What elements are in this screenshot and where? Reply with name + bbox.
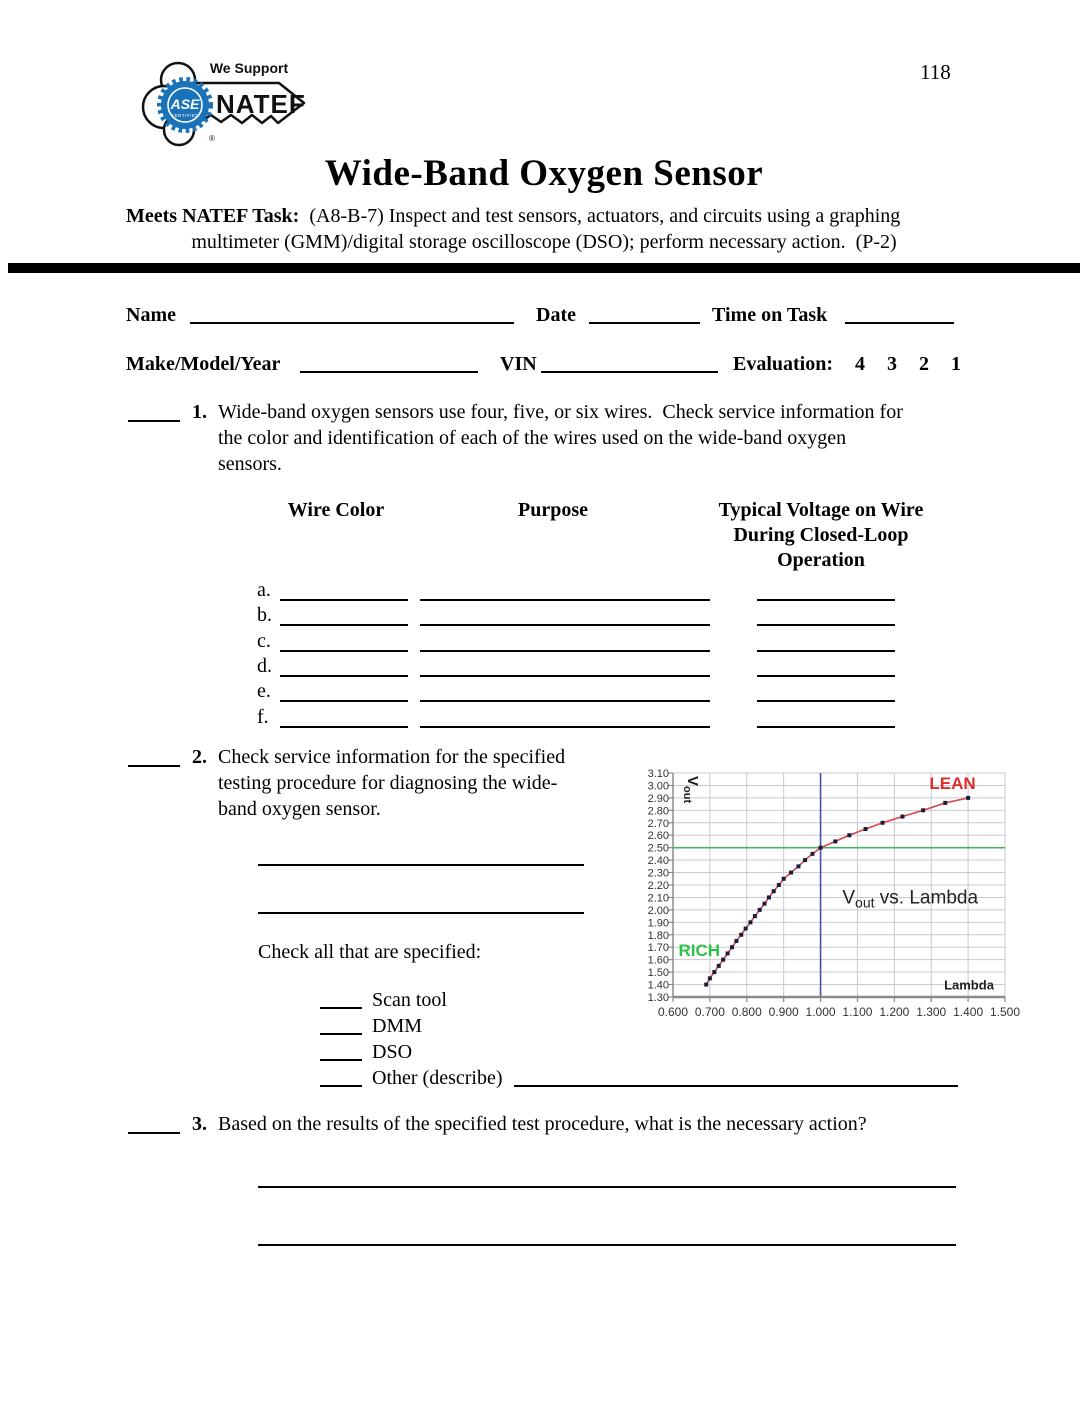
svg-text:2.10: 2.10 xyxy=(647,892,669,905)
wire-color-header: Wire Color xyxy=(287,499,385,521)
table-row-c xyxy=(0,629,1088,655)
evaluation-value-3: 3 xyxy=(887,353,897,375)
check-option-other xyxy=(0,1066,1088,1092)
q2-status-blank[interactable] xyxy=(128,765,180,767)
wire-color-blank[interactable] xyxy=(280,726,408,728)
natef-task-text: (A8-B-7) Inspect and test sensors, actuators, and circuits using a graphing xyxy=(299,205,901,227)
q2-text-line2: testing procedure for diagnosing the wide- xyxy=(218,772,558,794)
check-option-dso xyxy=(0,1040,1088,1066)
date-label: Date xyxy=(536,304,576,326)
svg-text:2.30: 2.30 xyxy=(647,867,669,880)
make-model-year-label: Make/Model/Year xyxy=(126,353,281,375)
svg-text:3.10: 3.10 xyxy=(647,768,669,780)
time-on-task-blank[interactable] xyxy=(845,322,954,324)
q2-number: 2. xyxy=(192,746,207,768)
checkbox-label: DSO xyxy=(372,1041,413,1063)
purpose-blank[interactable] xyxy=(420,726,710,728)
date-blank[interactable] xyxy=(589,322,700,324)
purpose-blank[interactable] xyxy=(420,675,710,677)
svg-text:1.70: 1.70 xyxy=(647,942,669,955)
svg-text:2.50: 2.50 xyxy=(647,842,669,855)
row-letter: c. xyxy=(257,630,271,652)
checkbox-blank[interactable] xyxy=(320,1007,362,1009)
svg-text:ASE: ASE xyxy=(170,96,200,112)
time-on-task-label: Time on Task xyxy=(712,304,828,326)
voltage-blank[interactable] xyxy=(757,700,895,702)
q1-status-blank[interactable] xyxy=(128,420,180,422)
q2-answer-line-2[interactable] xyxy=(258,912,584,914)
wire-color-blank[interactable] xyxy=(280,650,408,652)
check-prompt: Check all that are specified: xyxy=(258,941,482,963)
purpose-blank[interactable] xyxy=(420,650,710,652)
q1-text-line1: Wide-band oxygen sensors use four, five, or six wires. Check service information for xyxy=(218,401,903,423)
q1-number: 1. xyxy=(192,401,207,423)
table-row-e xyxy=(0,679,1088,705)
svg-text:0.700: 0.700 xyxy=(694,1005,725,1019)
q3-status-blank[interactable] xyxy=(128,1132,180,1134)
wire-color-blank[interactable] xyxy=(280,624,408,626)
row-letter: b. xyxy=(257,604,272,626)
we-support-text: We Support xyxy=(209,60,289,76)
svg-text:1.80: 1.80 xyxy=(647,929,669,942)
svg-text:®: ® xyxy=(209,134,215,143)
q3-text: Based on the results of the specified test procedure, what is the necessary action? xyxy=(218,1113,867,1135)
name-label: Name xyxy=(126,304,176,326)
wire-color-blank[interactable] xyxy=(280,675,408,677)
svg-text:1.300: 1.300 xyxy=(916,1005,947,1019)
voltage-blank[interactable] xyxy=(757,650,895,652)
svg-text:Lambda: Lambda xyxy=(944,977,994,993)
svg-text:Vout vs. Lambda: $V_{out}$ vs. Lambda xyxy=(842,887,979,911)
svg-text:CERTIFIED: CERTIFIED xyxy=(170,113,200,118)
other-describe-blank[interactable] xyxy=(514,1085,958,1087)
svg-text:2.80: 2.80 xyxy=(647,805,669,818)
divider-bar xyxy=(8,263,1080,273)
vin-blank[interactable] xyxy=(541,371,718,373)
evaluation-value-2: 2 xyxy=(919,353,929,375)
purpose-header: Purpose xyxy=(518,499,588,521)
evaluation-label: Evaluation: xyxy=(733,353,834,375)
worksheet-title: Wide-Band Oxygen Sensor xyxy=(324,153,764,194)
checkbox-label: DMM xyxy=(372,1015,423,1037)
vout-lambda-chart xyxy=(640,762,1040,1034)
svg-text:1.60: 1.60 xyxy=(647,954,669,967)
svg-text:1.200: 1.200 xyxy=(879,1005,910,1019)
vout-vs-lambda-plot xyxy=(640,762,1040,1034)
natef-text: NATEF xyxy=(216,89,306,119)
natef-key-icon xyxy=(133,55,309,149)
voltage-blank[interactable] xyxy=(757,726,895,728)
evaluation-value-4: 4 xyxy=(855,353,865,375)
checkbox-label: Other (describe) xyxy=(372,1067,503,1089)
svg-text:1.30: 1.30 xyxy=(647,992,669,1004)
table-row-a xyxy=(0,578,1088,604)
name-blank[interactable] xyxy=(190,322,514,324)
q3-number: 3. xyxy=(192,1113,207,1135)
table-row-b xyxy=(0,603,1088,629)
svg-text:1.40: 1.40 xyxy=(647,979,669,992)
svg-text:LEAN: LEAN xyxy=(929,774,976,794)
checkbox-label: Scan tool xyxy=(372,989,447,1011)
svg-text:1.100: 1.100 xyxy=(842,1005,873,1019)
svg-text:2.90: 2.90 xyxy=(647,792,669,805)
wire-color-blank[interactable] xyxy=(280,700,408,702)
voltage-blank[interactable] xyxy=(757,624,895,626)
voltage-header: Typical Voltage on Wire During Closed-Loop Operation xyxy=(718,499,924,571)
purpose-blank[interactable] xyxy=(420,624,710,626)
row-letter: a. xyxy=(257,579,271,601)
natef-task-line2: multimeter (GMM)/digital storage oscilloscope (DSO); perform necessary action. (P-2) xyxy=(191,231,897,253)
wire-color-blank[interactable] xyxy=(280,599,408,601)
svg-text:1.400: 1.400 xyxy=(953,1005,984,1019)
svg-text:0.900: 0.900 xyxy=(768,1005,799,1019)
voltage-blank[interactable] xyxy=(757,599,895,601)
voltage-blank[interactable] xyxy=(757,675,895,677)
natef-task-line1 xyxy=(126,204,900,229)
svg-text:1.500: 1.500 xyxy=(989,1005,1021,1019)
row-letter: e. xyxy=(257,680,271,702)
svg-text:2.20: 2.20 xyxy=(647,880,669,892)
table-row-f xyxy=(0,705,1088,731)
row-letter: f. xyxy=(257,706,269,728)
natef-logo xyxy=(133,55,309,149)
svg-text:1.50: 1.50 xyxy=(647,967,669,980)
q2-answer-line-1[interactable] xyxy=(258,864,584,866)
svg-text:1.90: 1.90 xyxy=(647,917,669,930)
evaluation-value-1: 1 xyxy=(951,353,961,375)
svg-text:2.40: 2.40 xyxy=(647,855,669,868)
vin-label: VIN xyxy=(500,353,537,375)
checkbox-blank[interactable] xyxy=(320,1033,362,1035)
row-letter: d. xyxy=(257,655,272,677)
q2-text-line1: Check service information for the specified xyxy=(218,746,566,768)
table-row-d xyxy=(0,654,1088,680)
make-model-year-blank[interactable] xyxy=(300,371,478,373)
svg-text:2.70: 2.70 xyxy=(647,817,669,830)
q2-text-line3: band oxygen sensor. xyxy=(218,798,381,820)
svg-text:2.60: 2.60 xyxy=(647,830,669,843)
svg-text:RICH: RICH xyxy=(678,940,721,960)
checkbox-blank[interactable] xyxy=(320,1085,362,1087)
checkbox-blank[interactable] xyxy=(320,1059,362,1061)
q1-text-line3: sensors. xyxy=(218,453,282,475)
purpose-blank[interactable] xyxy=(420,599,710,601)
svg-text:2.00: 2.00 xyxy=(647,904,669,917)
q1-text-line2: the color and identification of each of the wires used on the wide-band oxygen xyxy=(218,427,847,449)
svg-text:0.600: 0.600 xyxy=(657,1005,689,1019)
svg-text:Vout: $V_{out}$ xyxy=(681,776,701,804)
purpose-blank[interactable] xyxy=(420,700,710,702)
q3-answer-line-2[interactable] xyxy=(258,1244,956,1246)
svg-text:0.800: 0.800 xyxy=(731,1005,762,1019)
svg-text:3.00: 3.00 xyxy=(647,780,669,793)
natef-task-label: Meets NATEF Task: xyxy=(126,205,300,227)
page-number: 118 xyxy=(920,60,951,84)
q3-answer-line-1[interactable] xyxy=(258,1186,956,1188)
svg-text:1.000: 1.000 xyxy=(805,1005,836,1019)
